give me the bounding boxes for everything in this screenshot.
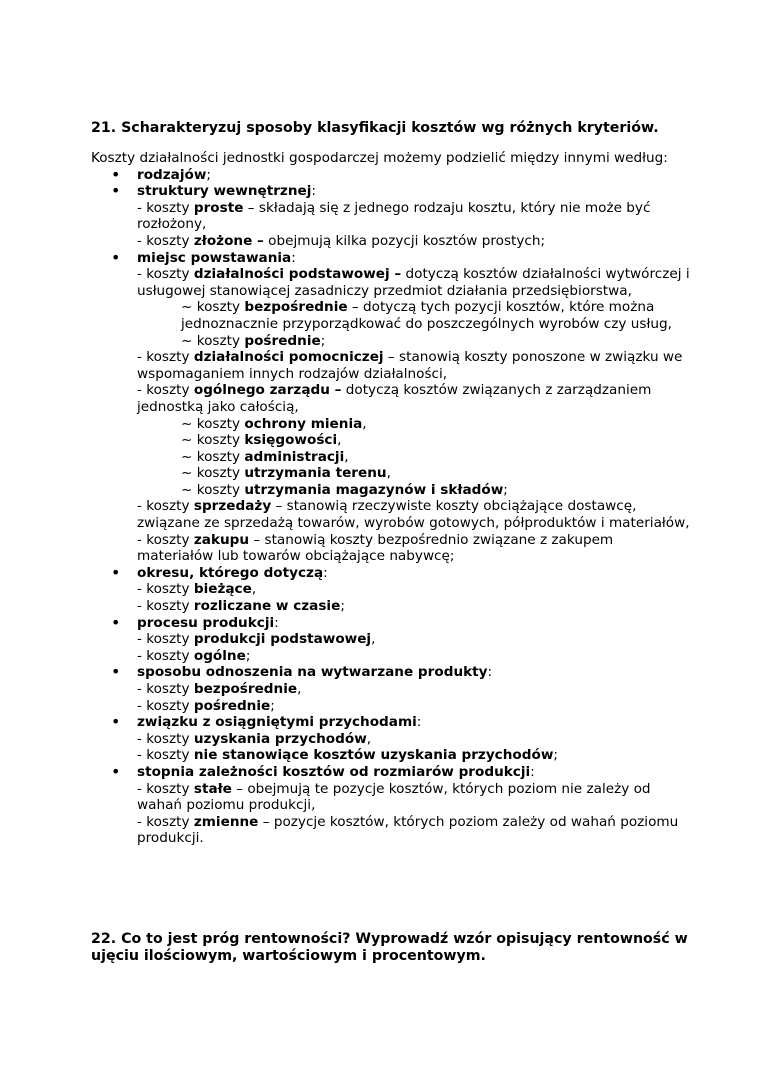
criterion-title: okresu, którego dotyczą xyxy=(137,564,324,581)
list-item-struktury: • struktury wewnętrznej: - koszty proste – składają się z jednego rodzaju kosztu, który nie może być rozłożony, - koszty złożone – obejmują kilka pozycji kosztów prostych; xyxy=(91,183,691,249)
bullet-icon: • xyxy=(111,662,121,682)
list-item-zwiazku: • związku z osiągniętymi przychodami: - koszty uzyskania przychodów, - koszty nie stanowiące kosztów uzyskania przychodów; xyxy=(91,714,691,764)
sub-cost-line: ~ koszty bezpośrednie – dotyczą tych pozycji kosztów, które można jednoznacznie przyporządkować do poszczególnych wyrobów czy usług, xyxy=(181,299,672,332)
classification-list xyxy=(91,164,691,847)
question-22-heading: 22. Co to jest próg rentowności? Wyprowadź wzór opisujący rentowność w ujęciu ilościowym, wartościowym i procentowym. xyxy=(91,931,688,964)
cost-line: - koszty rozliczane w czasie; xyxy=(137,598,345,615)
bullet-icon: • xyxy=(111,164,121,184)
criterion-title: miejsc powstawania xyxy=(137,249,292,266)
criterion-title: związku z osiągniętymi przychodami xyxy=(137,714,417,731)
list-item-okresu: • okresu, którego dotyczą: - koszty bieżące, - koszty rozliczane w czasie; xyxy=(91,565,691,615)
cost-line: - koszty uzyskania przychodów, xyxy=(137,730,372,747)
sub-cost-line: ~ koszty księgowości, xyxy=(181,432,342,449)
sub-cost-line: ~ koszty pośrednie; xyxy=(181,332,326,349)
cost-line: - koszty bezpośrednie, xyxy=(137,681,302,697)
intro-paragraph: Koszty działalności jednostki gospodarczej możemy podzielić między innymi według: xyxy=(91,150,668,166)
sub-cost-line: ~ koszty utrzymania magazynów i składów; xyxy=(181,481,508,498)
list-item-procesu: • procesu produkcji: - koszty produkcji podstawowej, - koszty ogólne; xyxy=(91,615,691,665)
bullet-icon: • xyxy=(111,612,121,632)
answer-21-body xyxy=(91,150,691,847)
cost-line: - koszty ogólne; xyxy=(137,647,251,664)
list-item-stopnia: • stopnia zależności kosztów od rozmiarów produkcji: - koszty stałe – obejmują te pozycje kosztów, których poziom nie zależy od wahań poziomu produkcji, - koszty zmienne – pozycje kosztów, których poziom zależy od wahań poziomu produkcji. xyxy=(91,764,691,847)
criterion-title: struktury wewnętrznej xyxy=(137,183,312,200)
sub-cost-line: ~ koszty ochrony mienia, xyxy=(181,415,367,432)
list-item-rodzajow: • rodzajów; xyxy=(111,164,212,184)
criterion-title: rodzajów xyxy=(137,166,207,183)
criterion-title: stopnia zależności kosztów od rozmiarów produkcji xyxy=(137,763,531,780)
cost-line: - koszty działalności podstawowej – dotyczą kosztów działalności wytwórczej i usługowej stanowiącej zasadniczy przedmiot działania przedsiębiorstwa, xyxy=(137,266,690,299)
question-21-heading: 21. Scharakteryzuj sposoby klasyfikacji kosztów wg różnych kryteriów. xyxy=(91,120,659,136)
cost-line: - koszty bieżące, xyxy=(137,581,257,598)
sub-cost-line: ~ koszty administracji, xyxy=(181,448,349,465)
bullet-icon: • xyxy=(111,761,121,781)
bullet-icon: • xyxy=(111,712,121,732)
cost-line: - koszty proste – składają się z jednego rodzaju kosztu, który nie może być rozłożony, xyxy=(137,199,651,233)
criterion-title: procesu produkcji xyxy=(137,614,275,631)
cost-line: - koszty pośrednie; xyxy=(137,697,275,714)
bullet-icon: • xyxy=(111,247,121,267)
cost-line: - koszty ogólnego zarządu – dotyczą kosztów związanych z zarządzaniem jednostką jako całością, xyxy=(137,382,652,415)
cost-line: - koszty zmienne – pozycje kosztów, których poziom zależy od wahań poziomu produkcji. xyxy=(137,813,679,847)
cost-line: - koszty stałe – obejmują te pozycje kosztów, których poziom nie zależy od wahań poziomu produkcji, xyxy=(137,780,651,814)
list-item-sposobu: • sposobu odnoszenia na wytwarzane produkty: - koszty bezpośrednie, - koszty pośrednie; xyxy=(91,664,691,714)
cost-line: - koszty sprzedaży – stanowią rzeczywiste koszty obciążające dostawcę, związane ze sprzedażą towarów, wyrobów gotowych, półproduktów i materiałów, xyxy=(137,498,690,532)
cost-line: - koszty działalności pomocniczej – stanowią koszty ponoszone w związku we wspomaganiem innych rodzajów działalności, xyxy=(137,349,683,382)
cost-line: - koszty produkcji podstawowej, xyxy=(137,631,376,648)
bullet-icon: • xyxy=(111,181,121,201)
criterion-title: sposobu odnoszenia na wytwarzane produkty xyxy=(137,664,488,681)
bullet-icon: • xyxy=(111,562,121,582)
cost-line: - koszty nie stanowiące kosztów uzyskania przychodów; xyxy=(137,747,558,764)
sub-cost-line: ~ koszty utrzymania terenu, xyxy=(181,465,391,482)
cost-line: - koszty zakupu – stanowią koszty bezpośrednio związane z zakupem materiałów lub towarów obciążające nabywcę; xyxy=(137,531,614,565)
cost-line: - koszty złożone – obejmują kilka pozycji kosztów prostych; xyxy=(137,232,546,249)
list-item-miejsc: • miejsc powstawania: - koszty działalności podstawowej – dotyczą kosztów działalności wytwórczej i usługowej stanowiącej zasadniczy przedmiot działania przedsiębiorstwa, ~ koszty bezpośrednie – dotyczą tych pozycji kosztów, które można jednoznacznie przyporządkować do poszczególnych wyrobów czy usług, ~ koszty pośrednie; - koszty działalności pomocniczej – stanowią koszty ponoszone w związku we wspomaganiem innych rodzajów działalności, - koszty ogólnego zarządu – dotyczą kosztów związanych z zarządzaniem jednostką jako całością, ~ koszty ochrony mienia, ~ koszty księgowości, ~ koszty administracji, ~ koszty utrzymania terenu, ~ koszty utrzymania magazynów i składów; - koszty sprzedaży – stanowią rzeczywiste koszty obciążające dostawcę, związane ze sprzedażą towarów, wyrobów gotowych, półproduktów i materiałów, - koszty zakupu – stanowią koszty bezpośrednio związane z zakupem materiałów lub towarów obciążające nabywcę; xyxy=(111,247,690,565)
